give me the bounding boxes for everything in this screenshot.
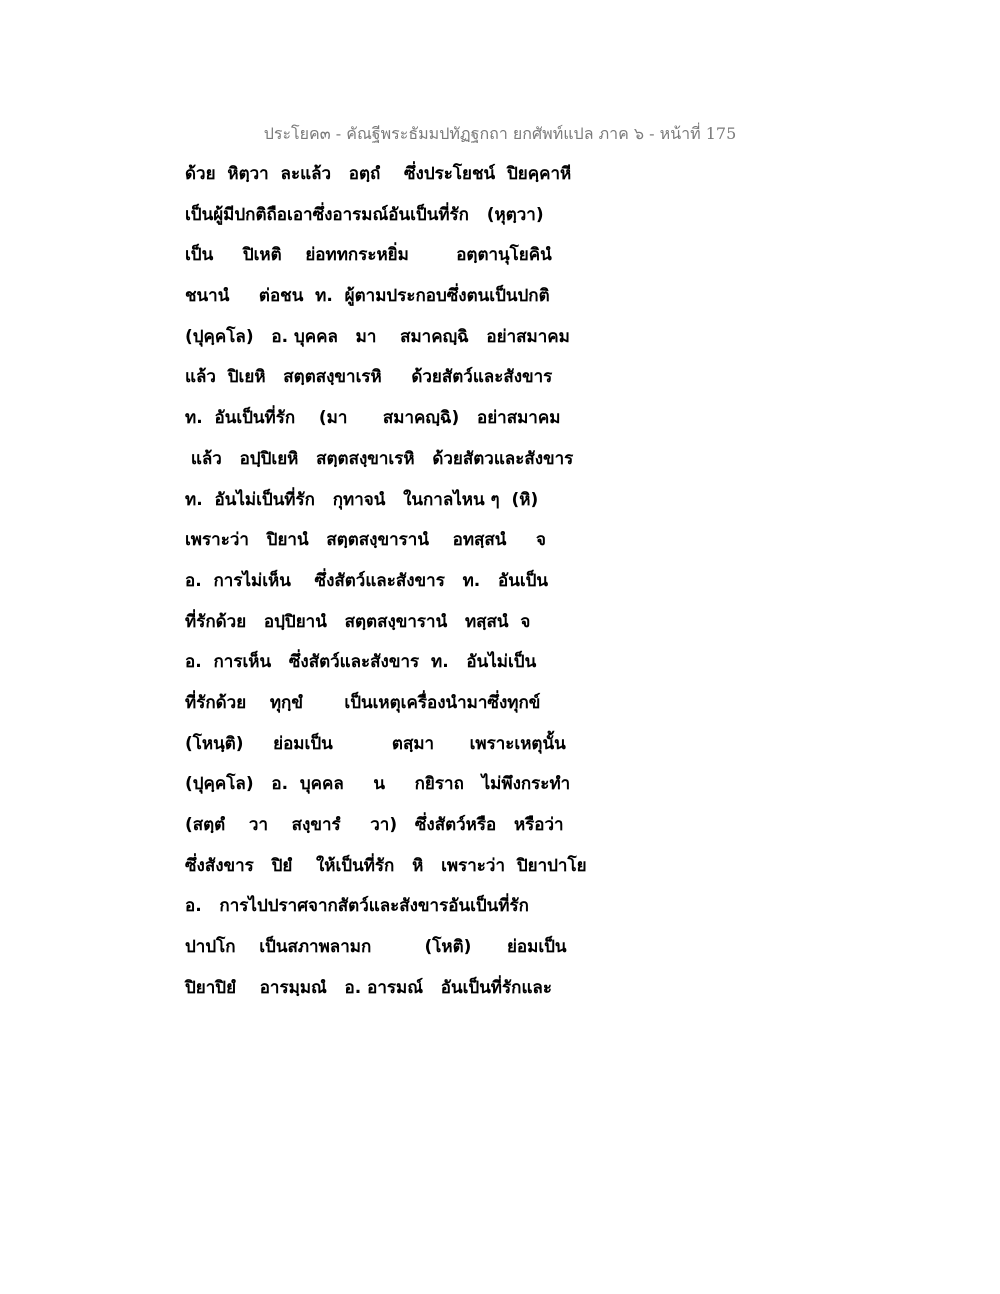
- text-line: ที่รักด้วย ทุกฺขํ เป็นเหตุเครื่องนำมาซึ่งทุกข์: [185, 692, 541, 713]
- text-line: (ปุคฺคโล) อ. บุคคล น กยิราถ ไม่พึงกระทำ: [185, 774, 571, 795]
- text-line: ปิยาปิยํ อารมฺมณํ อ. อารมณ์ อันเป็นที่รักและ: [185, 977, 552, 998]
- text-line: (โหนฺติ) ย่อมเป็น ตสฺมา เพราะเหตุนั้น: [185, 733, 566, 754]
- text-line: อ. การเห็น ซึ่งสัตว์และสังขาร ท. อันไม่เป็น: [185, 652, 537, 673]
- text-line: แล้ว อปฺปิเยหิ สตฺตสงฺขาเรหิ ด้วยสัตวและสังขาร: [185, 448, 574, 469]
- text-line: ชนานํ ต่อชน ท. ผู้ตามประกอบซึ่งตนเป็นปกติ: [185, 286, 550, 307]
- text-line: ท. อันเป็นที่รัก (มา สมาคญฺฉิ) อย่าสมาคม: [185, 408, 561, 429]
- text-line: แล้ว ปิเยหิ สตฺตสงฺขาเรหิ ด้วยสัตว์และสังขาร: [185, 367, 553, 388]
- body-text: [185, 158, 625, 1012]
- text-line: เป็น ปิเหติ ย่อททกระหยิ่ม อตฺตานุโยคินํ: [185, 245, 552, 266]
- text-line: ปาปโก เป็นสภาพลามก (โหติ) ย่อมเป็น: [185, 937, 567, 958]
- text-line: ด้วย หิตฺวา ละแล้ว อตฺถํ ซึ่งประโยชน์ ปิยคฺคาหี: [185, 164, 572, 184]
- text-line: ท. อันไม่เป็นที่รัก กุทาจนํ ในกาลไหน ๆ (หิ): [185, 489, 539, 510]
- text-line: อ. การไม่เห็น ซึ่งสัตว์และสังขาร ท. อันเป็น: [185, 570, 549, 591]
- text-line: ซึ่งสังขาร ปิยํ ให้เป็นที่รัก หิ เพราะว่า ปิยาปาโย: [185, 855, 587, 876]
- text-line: (ปุคฺคโล) อ. บุคคล มา สมาคญฺฉิ อย่าสมาคม: [185, 326, 570, 347]
- text-line: เพราะว่า ปิยานํ สตฺตสงฺขารานํ อทสฺสนํ จ: [185, 530, 546, 551]
- text-line: เป็นผู้มีปกติถือเอาซึ่งอารมณ์อันเป็นที่รัก (หุตฺวา): [185, 204, 544, 225]
- text-line: (สตฺตํ วา สงฺขารํ วา) ซึ่งสัตว์หรือ หรือว่า: [185, 815, 564, 835]
- running-header: ประโยค๓ - คัณฐีพระธัมมปทัฏฐกถา ยกศัพท์แปล ภาค ๖ - หน้าที่ 175: [263, 124, 737, 143]
- text-line: ที่รักด้วย อปฺปิยานํ สตฺตสงฺขารานํ ทสฺสนํ จ: [185, 611, 531, 632]
- text-line: อ. การไปปราศจากสัตว์และสังขารอันเป็นที่รัก: [185, 896, 529, 917]
